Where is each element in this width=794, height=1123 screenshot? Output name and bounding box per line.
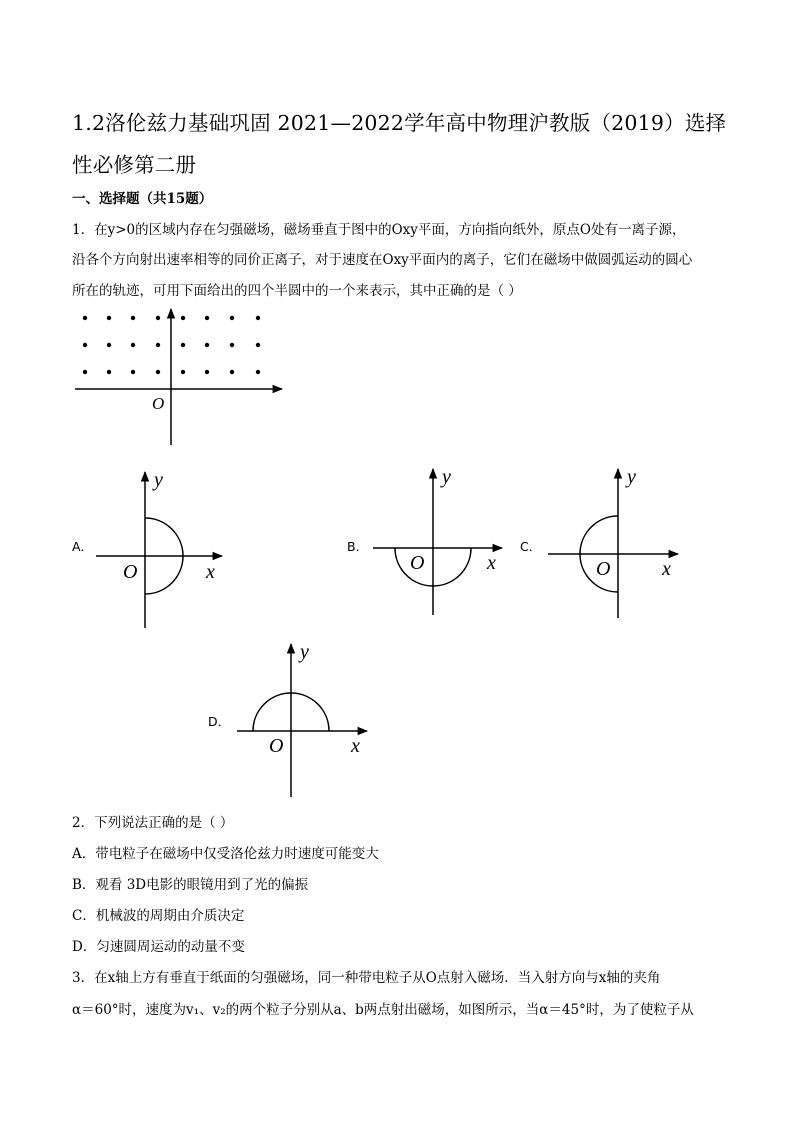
svg-text:y: y <box>300 641 309 663</box>
q2-stem: 2．下列说法正确的是（ ） <box>72 815 234 831</box>
option-b-figure <box>370 465 510 620</box>
option-a-label: A． <box>72 539 94 554</box>
section-heading: 一、选择题（共15题） <box>72 191 213 207</box>
svg-text:y: y <box>154 469 163 491</box>
option-d-label: D． <box>208 714 231 729</box>
q3-line-2: α＝60°时，速度为v₁、v₂的两个粒子分别从a、b两点射出磁场，如图所示，当α＝45°时，为了使粒子从 <box>72 1002 694 1018</box>
svg-text:O: O <box>410 552 425 574</box>
svg-text:x: x <box>351 735 360 757</box>
option-b-label: B． <box>347 539 369 554</box>
svg-text:y: y <box>442 466 451 488</box>
q1-line-3: 所在的轨迹，可用下面给出的四个半圆中的一个来表示，其中正确的是（ ） <box>72 283 522 299</box>
svg-text:O: O <box>596 558 611 580</box>
q1-line-1: 1．在y>0的区域内存在匀强磁场，磁场垂直于图中的Oxy平面，方向指向纸外，原点O处有一离子源， <box>72 222 686 238</box>
option-c-figure <box>545 465 685 623</box>
svg-text:O: O <box>123 561 138 583</box>
option-c-label: C． <box>520 539 542 554</box>
svg-text:y: y <box>627 466 636 488</box>
svg-text:x: x <box>487 552 496 574</box>
svg-text:O: O <box>269 735 284 757</box>
q3-line-1: 3．在x轴上方有垂直于纸面的匀强磁场，同一种带电粒子从O点射入磁场．当入射方向与x轴的夹角 <box>72 970 661 986</box>
q1-line-2: 沿各个方向射出速率相等的同价正离子，对于速度在Oxy平面内的离子，它们在磁场中做圆弧运动的圆心 <box>72 252 693 268</box>
q2-choice-c: C．机械波的周期由介质决定 <box>72 908 245 924</box>
svg-text:x: x <box>662 558 671 580</box>
q2-choice-b: B．观看 3D电影的眼镜用到了光的偏振 <box>72 877 309 893</box>
q2-choice-a: A．带电粒子在磁场中仅受洛伦兹力时速度可能变大 <box>72 846 379 862</box>
q2-choice-d: D．匀速圆周运动的动量不变 <box>72 939 245 955</box>
origin-label: O <box>152 394 165 413</box>
option-a-figure <box>92 468 232 633</box>
document-title: 1.2洛伦兹力基础巩固 2021—2022学年高中物理沪教版（2019）选择性必修第二册 <box>72 111 727 177</box>
q1-field-figure <box>70 305 290 450</box>
option-d-figure <box>234 640 374 800</box>
svg-text:x: x <box>206 561 215 583</box>
